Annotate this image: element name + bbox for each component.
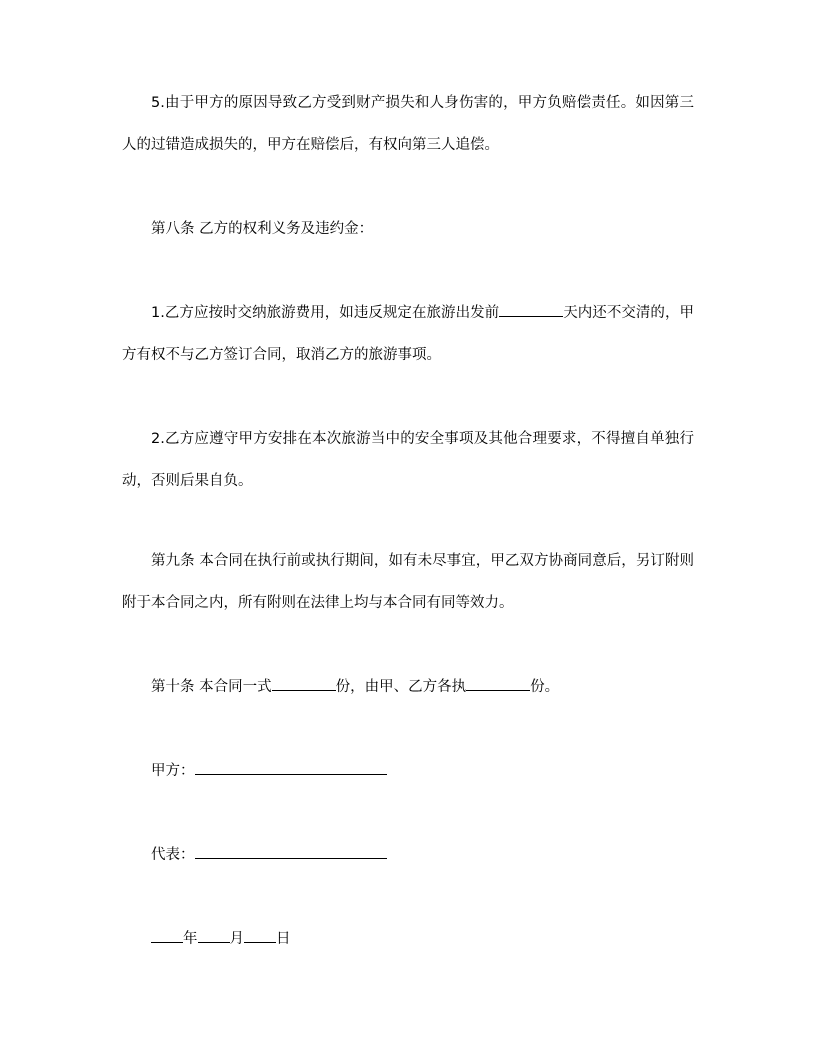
clause-5	[122, 82, 694, 166]
month-blank[interactable]	[198, 928, 230, 943]
year-blank[interactable]	[151, 928, 183, 943]
article-8-item-1	[122, 292, 694, 376]
day-label: 日	[276, 931, 291, 947]
article-10	[122, 666, 694, 708]
article-8-item-1-text-a: 1.乙方应按时交纳旅游费用，如违反规定在旅游出发前	[151, 305, 500, 321]
representative-signature-line	[122, 834, 694, 876]
copies-total-blank[interactable]	[272, 676, 336, 691]
article-9	[122, 540, 694, 624]
article-8-item-1-text-b: 天内还不交清的，甲方有权不与乙方签订合同，取消乙方的旅游事项。	[122, 305, 695, 363]
article-10-text-c: 份。	[530, 679, 560, 695]
date-line	[122, 918, 694, 960]
clause-5-text: 5.由于甲方的原因导致乙方受到财产损失和人身伤害的，甲方负赔偿责任。如因第三人的过错造成损失的，甲方在赔偿后，有权向第三人追偿。	[122, 95, 694, 153]
article-8-item-2	[122, 418, 694, 502]
party-a-blank[interactable]	[195, 760, 387, 775]
representative-blank[interactable]	[195, 844, 387, 859]
day-blank[interactable]	[244, 928, 276, 943]
copies-each-blank[interactable]	[466, 676, 530, 691]
party-a-label: 甲方：	[151, 763, 195, 779]
article-10-text-b: 份，由甲、乙方各执	[335, 679, 467, 695]
year-label: 年	[183, 931, 198, 947]
article-8-item-2-text: 2.乙方应遵守甲方安排在本次旅游当中的安全事项及其他合理要求，不得擅自单独行动，否则后果自负。	[122, 431, 694, 489]
party-a-signature-line	[122, 750, 694, 792]
article-9-text: 第九条 本合同在执行前或执行期间，如有未尽事宜，甲乙双方协商同意后，另订附则附于本合同之内，所有附则在法律上均与本合同有同等效力。	[122, 553, 694, 611]
article-8-heading	[122, 208, 694, 250]
days-blank[interactable]	[499, 302, 563, 317]
representative-label: 代表：	[151, 847, 195, 863]
article-8-heading-text: 第八条 乙方的权利义务及违约金：	[151, 221, 374, 237]
month-label: 月	[229, 931, 244, 947]
article-10-text-a: 第十条 本合同一式	[151, 679, 272, 695]
